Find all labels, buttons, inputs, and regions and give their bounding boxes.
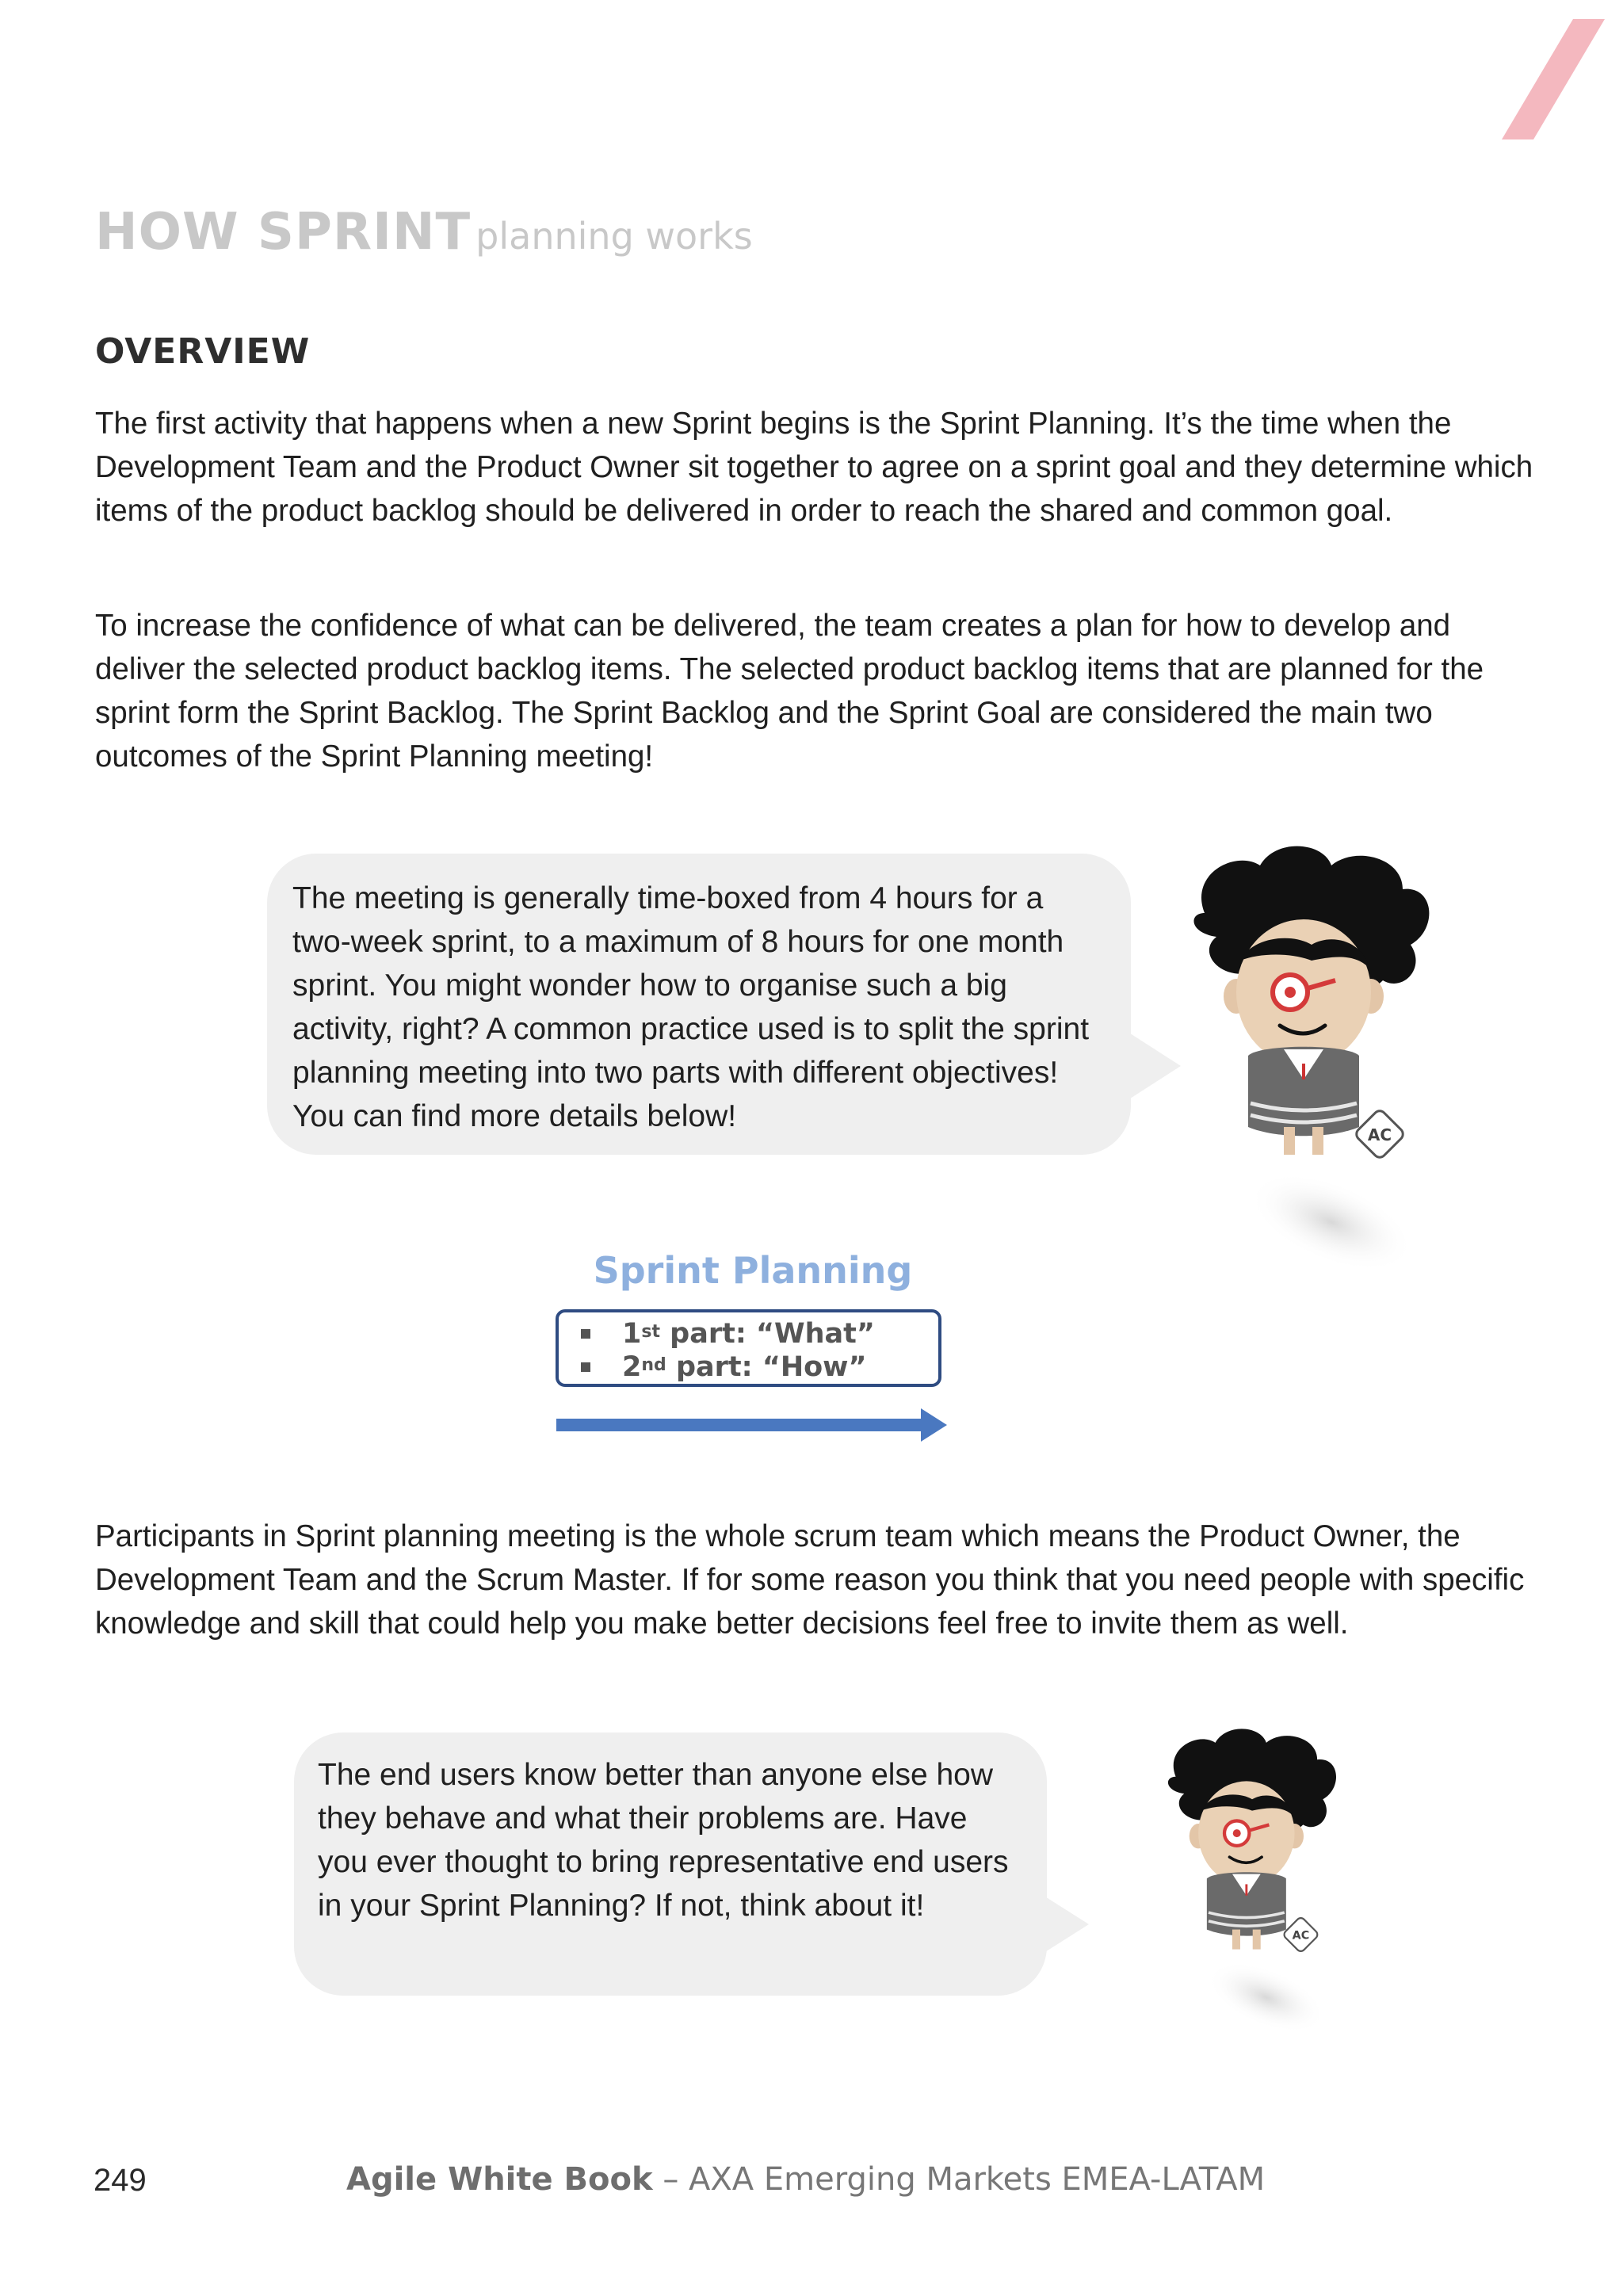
ac-badge-icon [1282,1916,1319,1953]
item-ordinal: 1 [622,1318,642,1350]
timeline-arrow-icon [555,1407,947,1443]
callout-bubble [294,1733,1047,1996]
bullet-square-icon [581,1329,590,1339]
diagram-list-item [581,1317,938,1350]
character-figure-icon [1153,1725,1391,2089]
ac-badge-icon [1354,1108,1405,1159]
item-ordinal-suffix: nd [641,1354,666,1375]
item-ordinal-suffix: st [641,1321,660,1342]
diagram-box [556,1309,941,1387]
character-illustration [1153,1725,1391,2089]
character-figure-icon [1173,842,1506,1349]
body-paragraph: Participants in Sprint planning meeting is the whole scrum team which means the Product Owner, the Development Team and the Scrum Master. If for some reason you think that you need people with specific knowledge and skill that could help you make better decisions feel free to invite them as well. [95,1519,1525,1641]
badge-text: AC [1292,1929,1310,1943]
speech-bubble-tail [1041,1894,1097,1954]
body-paragraph: To increase the confidence of what can be delivered, the team creates a plan for how to develop and deliver the selected product backlog items. The selected product backlog items that are planned for the sprint form the Sprint Backlog. The Sprint Backlog and the Sprint Goal are considered the main two outcomes of the Sprint Planning meeting! [95,609,1484,774]
corner-stripe-decoration [1502,19,1605,146]
diagram-title: Sprint Planning [593,1249,913,1292]
page-title-sub: planning works [475,215,753,258]
book-subtitle: – AXA Emerging Markets EMEA-LATAM [663,2161,1266,2198]
bullet-square-icon [581,1362,590,1372]
callout-text: The end users know better than anyone else how they behave and what their problems are. Have you ever thought to bring representative end users in your Sprint Planning? If not, think about it! [318,1758,1009,1923]
page-number: 249 [94,2163,147,2198]
footer-book-title [346,2161,1265,2198]
badge-text: AC [1367,1125,1392,1144]
callout-bubble [267,854,1131,1155]
item-ordinal: 2 [622,1351,642,1383]
diagram-list-item [581,1350,938,1384]
section-heading: OVERVIEW [95,331,311,372]
book-title: Agile White Book [346,2161,653,2198]
item-text: part: “How” [675,1351,867,1383]
page-title-main: HOW SPRINT [95,203,472,262]
character-illustration [1173,842,1506,1349]
callout-text: The meeting is generally time-boxed from 4 hours for a two-week sprint, to a maximum of 8 hours for one month sprint. You might wonder how to organise such a big activity, right? A common practice used is to split the sprint planning meeting into two parts with different objectives! You can find more details below! [292,881,1090,1133]
item-text: part: “What” [670,1318,875,1350]
page-title [95,203,753,262]
body-paragraph: The first activity that happens when a new Sprint begins is the Sprint Planning. It’s the time when the Development Team and the Product Owner sit together to agree on a sprint goal and they determine which items of the product backlog should be delivered in order to reach the shared and common goal. [95,407,1533,528]
